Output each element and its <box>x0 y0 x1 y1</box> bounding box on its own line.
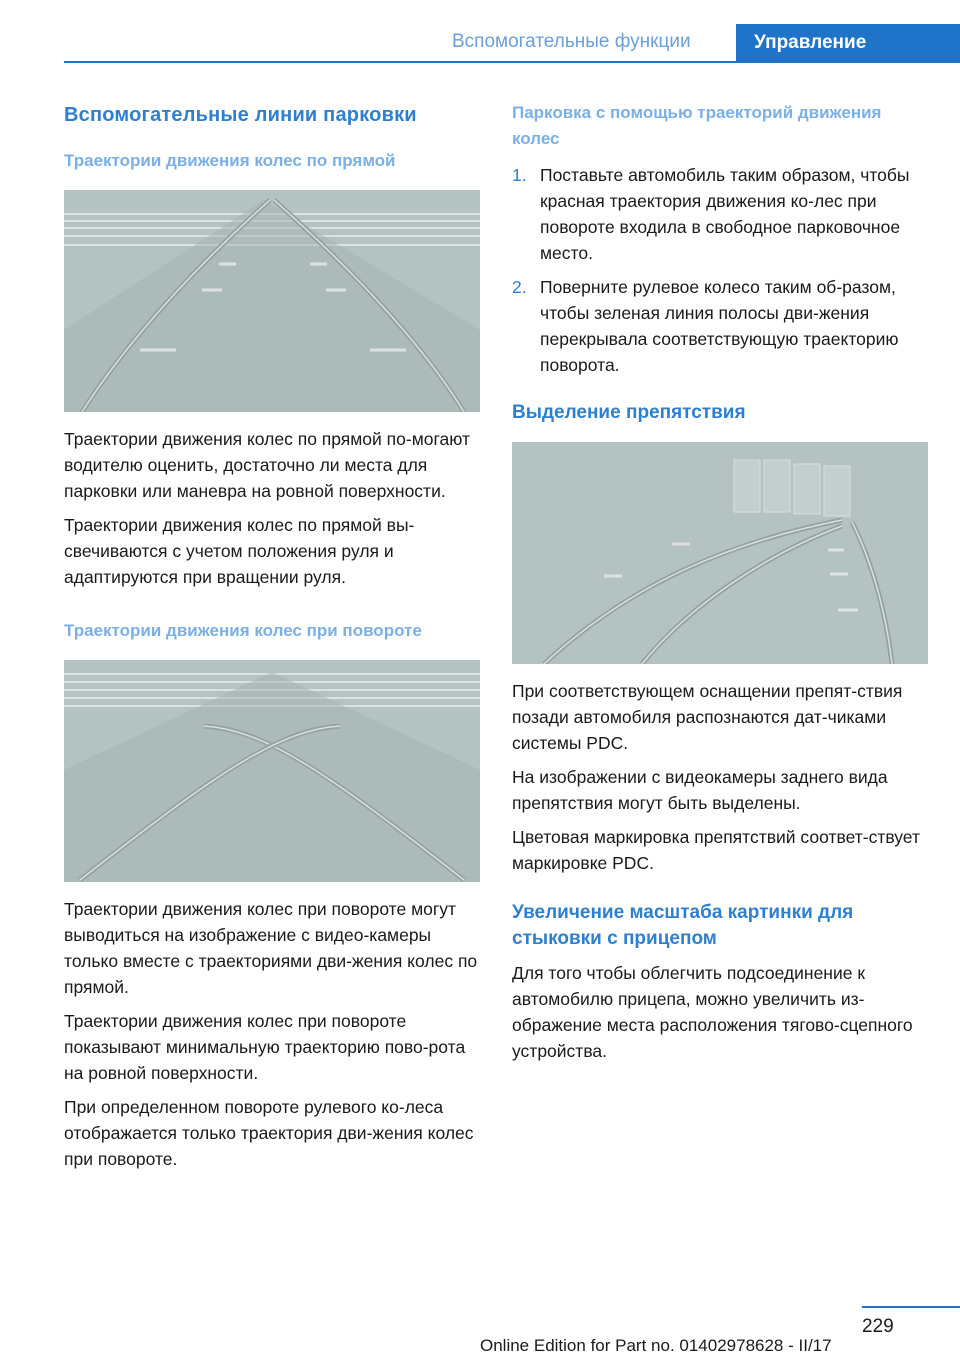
section-title-zoom-trailer: Увеличение масштаба картинки для стыковки с прицепом <box>512 902 854 949</box>
footer-rule <box>862 1306 960 1308</box>
step-text: Поставьте автомобиль таким образом, чтобы красная траектория движения ко‐лес при повороте входила в свободное парковочное место. <box>540 165 910 263</box>
paragraph-obstacle-3: Цветовая маркировка препятствий соответ‐ствует маркировке PDC. <box>512 827 920 873</box>
figure-straight-paths <box>64 190 480 412</box>
paragraph-turn-3: При определенном повороте рулевого ко‐леса отображается только траектория дви‐жения колес при повороте. <box>64 1097 474 1169</box>
steps-list <box>512 162 928 378</box>
subheading-straight-paths: Траектории движения колес по прямой <box>64 151 396 170</box>
step-item <box>512 162 928 266</box>
right-column <box>512 100 928 1064</box>
step-number: 1. <box>512 165 527 185</box>
step-number: 2. <box>512 277 527 297</box>
header-rule <box>64 61 960 63</box>
paragraph-obstacle-2: На изображении с видеокамеры заднего вида препятствия могут быть выделены. <box>512 767 888 813</box>
paragraph-turn-1: Траектории движения колес при повороте могут выводиться на изображение с видео‐камеры только вместе с траекториями дви‐жения колес по прямой. <box>64 899 478 997</box>
figure-obstacle <box>512 442 928 664</box>
paragraph-straight-2: Траектории движения колес по прямой вы‐свечиваются с учетом положения руля и адаптируются при вращении руля. <box>64 515 415 587</box>
subheading-turn-paths: Траектории движения колес при повороте <box>64 621 422 640</box>
figure-turn-paths <box>64 660 480 882</box>
paragraph-turn-2: Траектории движения колес при повороте показывают минимальную траекторию пово‐рота на ровной поверхности. <box>64 1011 466 1083</box>
header-chapter-tab[interactable]: Управление <box>736 24 960 62</box>
paragraph-zoom: Для того чтобы облегчить подсоединение к автомобилю прицепа, можно увеличить из‐ображение места расположения тягово‐сцепного устройства. <box>512 963 913 1061</box>
edition-note: Online Edition for Part no. 01402978628 - II/17 <box>480 1336 832 1355</box>
page-number: 229 <box>862 1316 894 1337</box>
subheading-parking-with-paths: Парковка с помощью траекторий движения колес <box>512 103 882 148</box>
section-title-parking-lines: Вспомогательные линии парковки <box>64 104 417 126</box>
step-item <box>512 274 928 378</box>
paragraph-straight-1: Траектории движения колес по прямой по‐могают водителю оценить, достаточно ли места для парковки или маневра на ровной поверхности. <box>64 429 470 501</box>
section-title-obstacle: Выделение препятствия <box>512 402 746 423</box>
step-text: Поверните рулевое колесо таким об‐разом, чтобы зеленая линия полосы дви‐жения перекрывала соответствующую траекторию поворота. <box>540 277 899 375</box>
left-column <box>64 100 480 1172</box>
header-section-title: Вспомогательные функции <box>452 31 691 52</box>
paragraph-obstacle-1: При соответствующем оснащении препят‐ствия позади автомобиля распознаются дат‐чиками системы PDC. <box>512 681 903 753</box>
